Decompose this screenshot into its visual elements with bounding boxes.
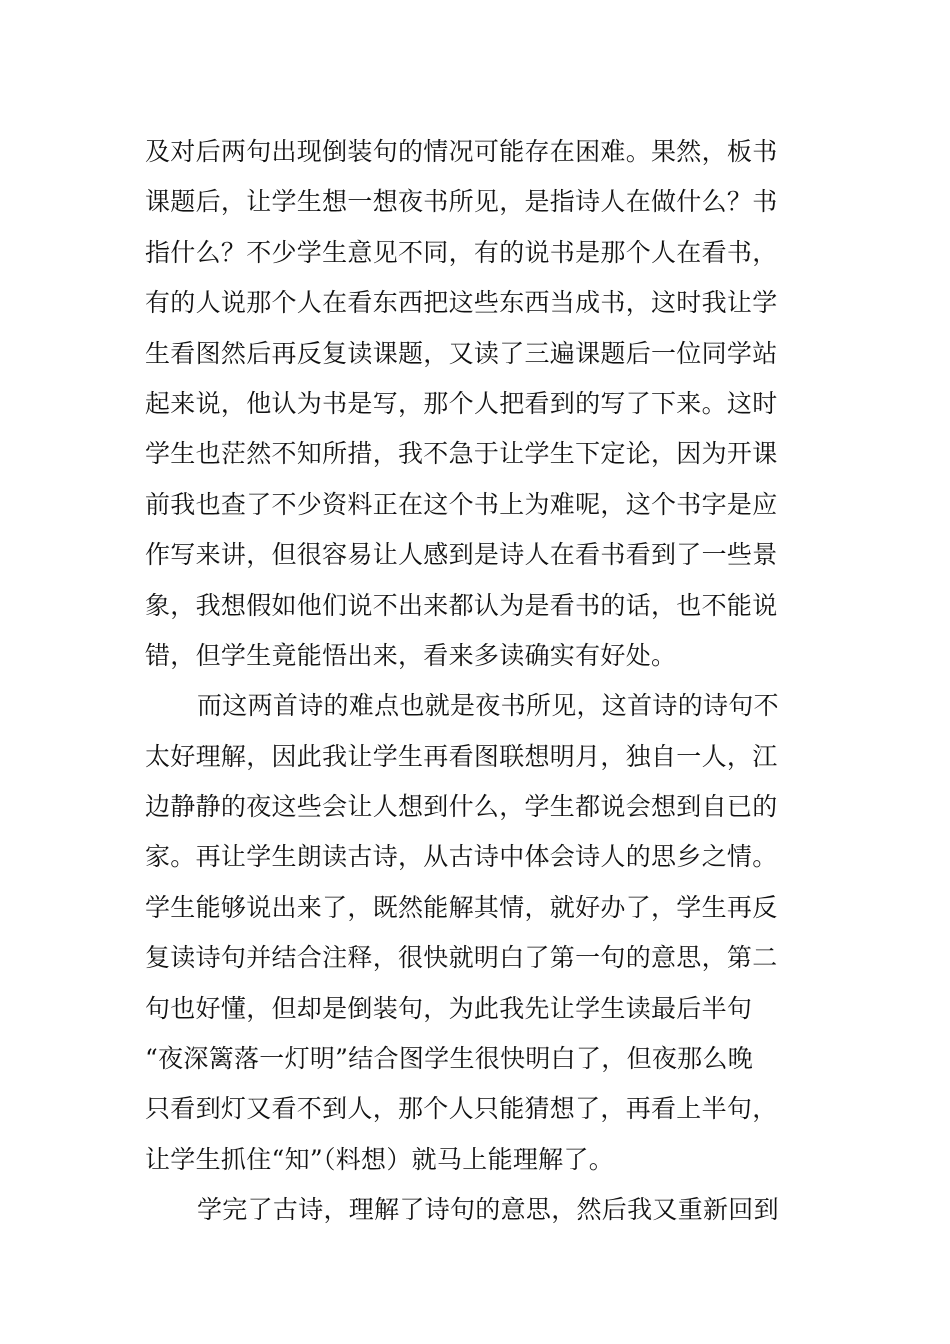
text-line: 生看图然后再反复读课题，又读了三遍课题后一位同学站 [145, 338, 778, 368]
text-line: 起来说，他认为书是写，那个人把看到的写了下来。这时 [145, 388, 778, 418]
text-line: “夜深篱落一灯明”结合图学生很快明白了，但夜那么晚 [145, 1044, 754, 1074]
text-line: 错，但学生竟能悟出来，看来多读确实有好处。 [145, 640, 677, 670]
text-line: 句也好懂，但却是倒装句，为此我先让学生读最后半句 [145, 993, 753, 1023]
text-line: 学生也茫然不知所措，我不急于让学生下定论，因为开课 [145, 439, 778, 469]
text-line: 边静静的夜这些会让人想到什么，学生都说会想到自已的 [145, 792, 778, 822]
text-line: 作写来讲，但很容易让人感到是诗人在看书看到了一些景 [145, 540, 778, 570]
text-line: 太好理解，因此我让学生再看图联想明月，独自一人，江 [145, 741, 778, 771]
text-line: 学生能够说出来了，既然能解其情，就好办了，学生再反 [145, 892, 778, 922]
text-line: 只看到灯又看不到人，那个人只能猜想了，再看上半句， [145, 1094, 778, 1124]
text-line: 复读诗句并结合注释，很快就明白了第一句的意思，第二 [145, 943, 778, 973]
text-line: 前我也查了不少资料正在这个书上为难呢，这个书字是应 [145, 489, 778, 519]
text-line: 家。再让学生朗读古诗，从古诗中体会诗人的思乡之情。 [145, 842, 778, 872]
text-line: 课题后，让学生想一想夜书所见，是指诗人在做什么？书 [145, 187, 778, 217]
body-text [145, 127, 810, 1236]
text-line: 学完了古诗，理解了诗句的意思，然后我又重新回到 [197, 1195, 779, 1225]
text-line: 及对后两句出现倒装句的情况可能存在困难。果然，板书 [145, 137, 778, 166]
text-line: 让学生抓住“知”（料想）就马上能理解了。 [145, 1144, 615, 1174]
text-line: 而这两首诗的难点也就是夜书所见，这首诗的诗句不 [197, 691, 779, 721]
text-line: 象，我想假如他们说不出来都认为是看书的话，也不能说 [145, 590, 778, 620]
text-line: 指什么？不少学生意见不同，有的说书是那个人在看书， [145, 237, 778, 267]
text-line: 有的人说那个人在看东西把这些东西当成书，这时我让学 [145, 288, 778, 318]
